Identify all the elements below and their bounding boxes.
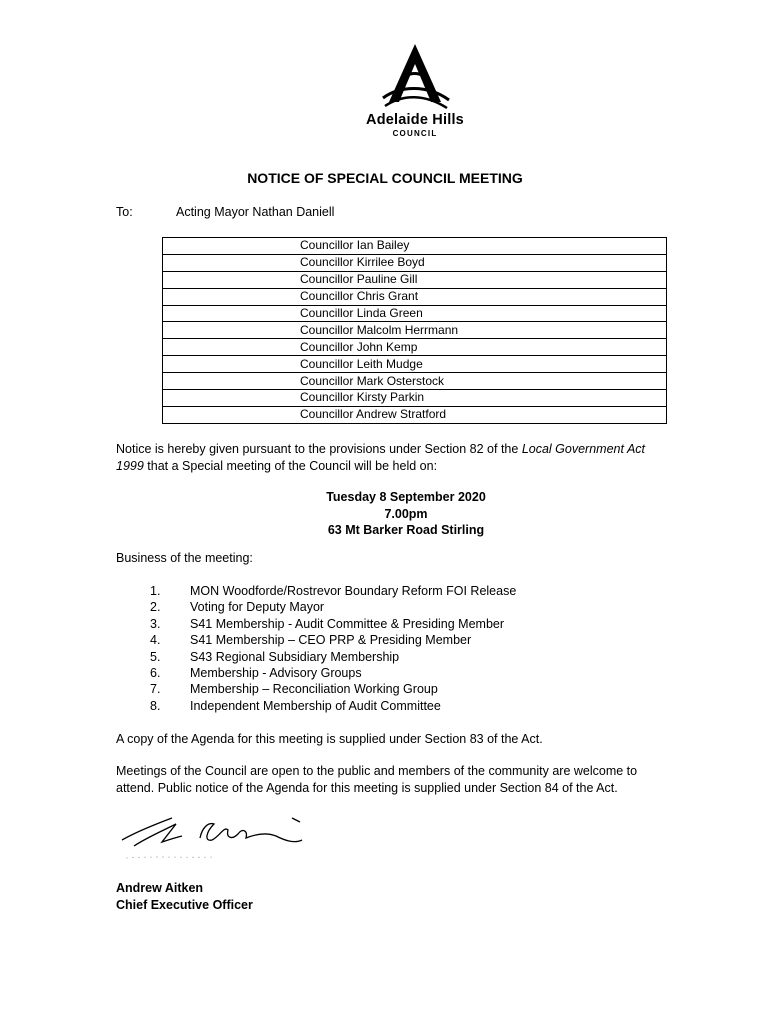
to-line [116, 205, 334, 219]
table-row [163, 254, 667, 271]
councillor-cell: Councillor Kirsty Parkin [163, 390, 667, 407]
item-number: 5. [150, 649, 161, 664]
notice-paragraph [116, 441, 676, 474]
to-recipient: Acting Mayor Nathan Daniell [176, 205, 335, 219]
list-item [116, 649, 516, 665]
item-text: S41 Membership – CEO PRP & Presiding Member [190, 633, 472, 648]
item-number: 2. [150, 600, 161, 615]
table-row [163, 406, 667, 423]
councillor-cell: Councillor John Kemp [163, 339, 667, 356]
councillor-table [162, 237, 667, 424]
table-row [163, 238, 667, 255]
list-item [116, 665, 516, 681]
meeting-location: 63 Mt Barker Road Stirling [327, 523, 485, 537]
item-text: S41 Membership - Audit Committee & Presiding Member [190, 616, 505, 631]
notice-text-before: Notice is hereby given pursuant to the provisions under Section 82 of the [116, 442, 522, 456]
item-number: 3. [150, 616, 161, 631]
item-text: S43 Regional Subsidiary Membership [190, 649, 400, 664]
councillor-cell: Councillor Linda Green [163, 305, 667, 322]
table-row [163, 288, 667, 305]
agenda-note: A copy of the Agenda for this meeting is supplied under Section 83 of the Act. [116, 732, 543, 746]
councillor-cell: Councillor Chris Grant [163, 288, 667, 305]
council-brand [350, 112, 480, 138]
item-text: MON Woodforde/Rostrevor Boundary Reform FOI Release [190, 584, 517, 598]
list-item [116, 616, 516, 632]
councillor-cell: Councillor Leith Mudge [163, 356, 667, 373]
table-row [163, 356, 667, 373]
org-sub: COUNCIL [392, 129, 438, 138]
meeting-date: Tuesday 8 September 2020 [326, 490, 486, 504]
list-item [116, 583, 516, 599]
table-row [163, 339, 667, 356]
item-text: Membership – Reconciliation Working Group [190, 682, 438, 697]
item-number: 7. [150, 682, 161, 697]
signatory-block [116, 880, 253, 914]
list-item [116, 599, 516, 615]
item-number: 6. [150, 665, 161, 680]
public-note: Meetings of the Council are open to the public and members of the community are welcome to attend. Public notice of the Agenda for this meeting is supplied under Section 84 of the Act. [116, 764, 638, 795]
list-item [116, 698, 516, 714]
to-label: To: [116, 205, 133, 219]
item-number: 4. [150, 633, 161, 648]
table-row [163, 271, 667, 288]
page-title: NOTICE OF SPECIAL COUNCIL MEETING [247, 170, 523, 186]
item-number: 8. [150, 698, 161, 713]
councillor-cell: Councillor Kirrilee Boyd [163, 254, 667, 271]
list-item [116, 681, 516, 697]
list-item [116, 632, 516, 648]
table-row [163, 305, 667, 322]
table-row [163, 373, 667, 390]
business-heading: Business of the meeting: [116, 551, 253, 565]
item-text: Voting for Deputy Mayor [190, 600, 325, 615]
signatory-name: Andrew Aitken [116, 881, 204, 895]
councillor-cell: Councillor Mark Osterstock [163, 373, 667, 390]
business-list [116, 583, 516, 714]
meeting-time: 7.00pm [384, 506, 428, 521]
org-name: Adelaide Hills [366, 112, 464, 128]
act-name: Local Government Act 1999 [116, 442, 646, 473]
councillor-cell: Councillor Pauline Gill [163, 271, 667, 288]
handwritten-signature-icon [116, 810, 316, 870]
item-text: Membership - Advisory Groups [190, 665, 362, 680]
councillor-cell: Councillor Malcolm Herrmann [163, 322, 667, 339]
councillor-cell: Councillor Andrew Stratford [163, 406, 667, 423]
meeting-details [116, 489, 696, 539]
table-row [163, 390, 667, 407]
adelaide-hills-a-logo-icon [375, 40, 455, 112]
councillor-cell: Councillor Ian Bailey [163, 238, 667, 255]
table-row [163, 322, 667, 339]
signature [116, 810, 316, 870]
notice-text-after: that a Special meeting of the Council will be held on: [143, 458, 438, 473]
item-number: 1. [150, 584, 161, 598]
item-text: Independent Membership of Audit Committee [190, 698, 441, 713]
signatory-role: Chief Executive Officer [116, 898, 253, 912]
